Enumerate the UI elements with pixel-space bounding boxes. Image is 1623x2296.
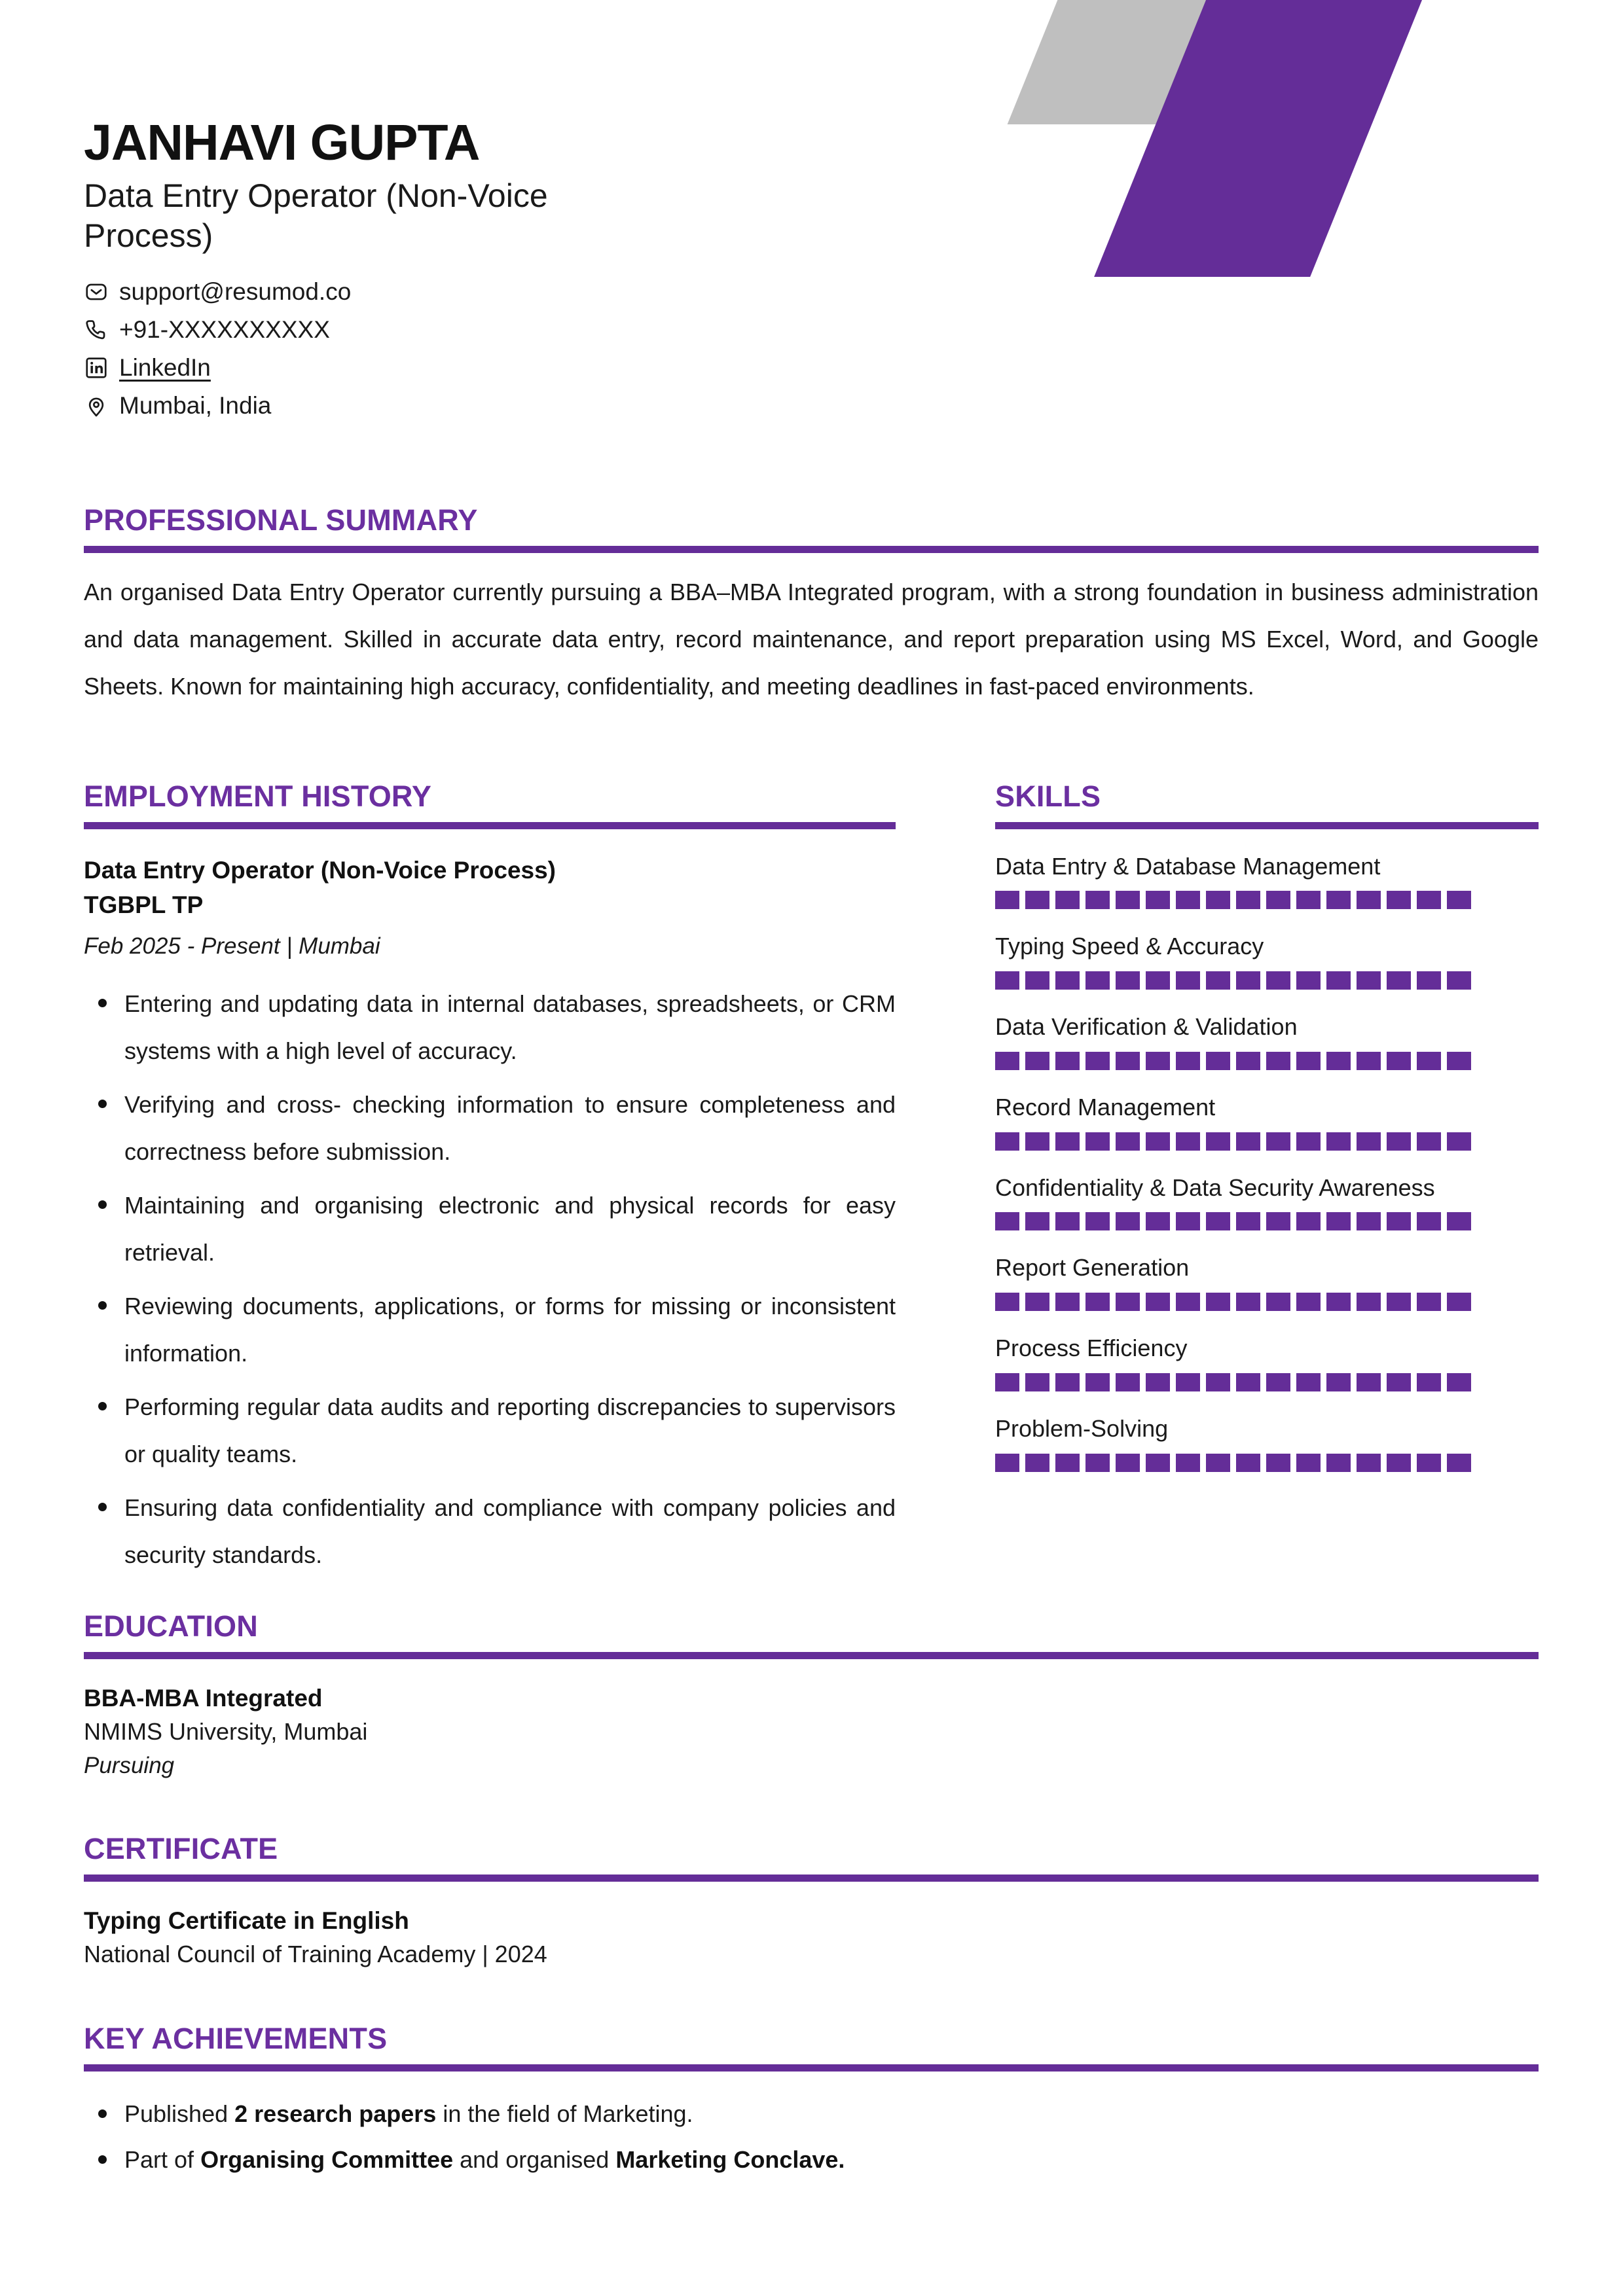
skill-bar-segment [1025, 1373, 1049, 1391]
section-heading-summary: PROFESSIONAL SUMMARY [84, 503, 478, 537]
skill-bar-segment [1055, 1454, 1080, 1472]
skill-bar-segment [1447, 1052, 1471, 1070]
skill-bar-segment [1447, 1454, 1471, 1472]
skill-bar-segment [1266, 971, 1290, 990]
skill-bar-segment [1206, 971, 1230, 990]
skill-bar-segment [1266, 891, 1290, 909]
skill-item [995, 1253, 1539, 1311]
skill-bar-segment [1055, 1373, 1080, 1391]
skill-bar-segment [1357, 1212, 1381, 1230]
skill-bar-segment [1236, 1454, 1260, 1472]
two-column-body [84, 780, 1539, 1579]
skill-bar-segment [1116, 1052, 1140, 1070]
certificate-issuer: National Council of Training Academy | 2024 [84, 1941, 547, 1968]
skill-bar-segment [1296, 1052, 1321, 1070]
skill-bar-segment [1296, 891, 1321, 909]
professional-summary-section [84, 504, 1539, 734]
achievement-item: Part of Organising Committee and organised Marketing Conclave. [124, 2137, 1539, 2183]
employment-bullet: Performing regular data audits and reporting discrepancies to supervisors or quality teams. [124, 1384, 896, 1478]
section-divider [84, 1652, 1539, 1659]
skill-bar-segment [1236, 1052, 1260, 1070]
skill-bar-segment [1447, 891, 1471, 909]
contact-phone[interactable]: +91-XXXXXXXXXX [119, 316, 330, 344]
skill-bar-segment [1085, 1293, 1110, 1311]
skill-item [995, 931, 1539, 990]
skill-label: Typing Speed & Accuracy [995, 933, 1264, 960]
achievement-list [84, 2091, 1539, 2183]
skill-label: Data Verification & Validation [995, 1013, 1298, 1041]
achievement-item: Published 2 research papers in the field of Marketing. [124, 2091, 1539, 2137]
purple-parallelogram-shape [1094, 0, 1425, 277]
education-institution: NMIMS University, Mumbai [84, 1718, 368, 1746]
skill-bar-segment [1176, 1212, 1200, 1230]
skill-item [995, 1333, 1539, 1391]
skill-bar-segment [1326, 1212, 1351, 1230]
skill-bar-segment [1176, 1132, 1200, 1151]
skill-label: Problem-Solving [995, 1415, 1169, 1443]
skill-bar-segment [1055, 1052, 1080, 1070]
skill-bar-segment [1146, 1373, 1170, 1391]
skill-level-bar [995, 1052, 1539, 1070]
section-heading-employment: EMPLOYMENT HISTORY [84, 780, 432, 813]
employment-bullet: Ensuring data confidentiality and compliance with company policies and security standards. [124, 1484, 896, 1579]
skill-bar-segment [995, 1132, 1019, 1151]
skill-bar-segment [1176, 1454, 1200, 1472]
skill-bar-segment [1357, 971, 1381, 990]
skill-bar-segment [1176, 971, 1200, 990]
decorative-corner-shapes [994, 0, 1623, 301]
skill-bar-segment [1387, 1293, 1411, 1311]
employment-bullet: Maintaining and organising electronic and physical records for easy retrieval. [124, 1182, 896, 1276]
skill-bar-segment [1146, 1052, 1170, 1070]
skill-bar-segment [1206, 1052, 1230, 1070]
contact-email[interactable]: support@resumod.co [119, 278, 352, 306]
skill-bar-segment [1206, 1293, 1230, 1311]
skill-label: Data Entry & Database Management [995, 852, 1381, 880]
skill-bar-segment [1417, 1373, 1441, 1391]
skill-bar-segment [1387, 1052, 1411, 1070]
skill-bar-segment [1025, 1293, 1049, 1311]
skill-bar-segment [1447, 1373, 1471, 1391]
employment-bullet: Entering and updating data in internal databases, spreadsheets, or CRM systems with a high level of accuracy. [124, 980, 896, 1075]
skill-bar-segment [1085, 1132, 1110, 1151]
skill-bar-segment [1296, 971, 1321, 990]
linkedin-icon [84, 353, 114, 383]
skills-list [995, 852, 1539, 1472]
skill-bar-segment [995, 891, 1019, 909]
skill-level-bar [995, 1132, 1539, 1151]
certificate-section [84, 1833, 1539, 1971]
skill-bar-segment [1296, 1293, 1321, 1311]
skill-bar-segment [1417, 1293, 1441, 1311]
skill-bar-segment [1296, 1132, 1321, 1151]
skill-bar-segment [1326, 971, 1351, 990]
skill-bar-segment [1447, 971, 1471, 990]
skill-bar-segment [1206, 1373, 1230, 1391]
skill-bar-segment [995, 1293, 1019, 1311]
skill-bar-segment [1025, 1132, 1049, 1151]
skill-bar-segment [1176, 1293, 1200, 1311]
phone-icon [84, 315, 114, 345]
skill-bar-segment [1025, 1454, 1049, 1472]
skill-bar-segment [995, 1373, 1019, 1391]
section-divider [84, 1874, 1539, 1882]
skill-bar-segment [1236, 971, 1260, 990]
skill-bar-segment [1236, 1373, 1260, 1391]
education-degree: BBA-MBA Integrated [84, 1684, 323, 1712]
skill-bar-segment [1116, 1212, 1140, 1230]
skill-label: Confidentiality & Data Security Awareness [995, 1174, 1435, 1201]
skill-bar-segment [1387, 1212, 1411, 1230]
skill-bar-segment [1266, 1454, 1290, 1472]
skill-bar-segment [1085, 891, 1110, 909]
skill-bar-segment [1387, 1454, 1411, 1472]
section-divider [84, 2064, 1539, 2072]
skill-bar-segment [1266, 1052, 1290, 1070]
employment-role: Data Entry Operator (Non-Voice Process) [84, 856, 556, 884]
skill-bar-segment [1116, 1373, 1140, 1391]
skill-bar-segment [1176, 1052, 1200, 1070]
skill-bar-segment [1146, 1454, 1170, 1472]
skill-bar-segment [1206, 1132, 1230, 1151]
skill-bar-segment [1357, 1293, 1381, 1311]
skill-bar-segment [1116, 1293, 1140, 1311]
education-status: Pursuing [84, 1753, 175, 1779]
contact-linkedin-link[interactable]: LinkedIn [119, 354, 211, 382]
section-heading-achievements: KEY ACHIEVEMENTS [84, 2022, 388, 2055]
skill-bar-segment [1085, 1052, 1110, 1070]
section-divider [995, 822, 1539, 829]
skill-bar-segment [1447, 1212, 1471, 1230]
skill-bar-segment [1326, 1052, 1351, 1070]
skill-item [995, 1173, 1539, 1231]
skill-bar-segment [1236, 891, 1260, 909]
skill-bar-segment [1116, 971, 1140, 990]
skill-label: Process Efficiency [995, 1335, 1188, 1362]
skill-bar-segment [1417, 1052, 1441, 1070]
skill-bar-segment [1055, 1212, 1080, 1230]
skill-bar-segment [995, 1052, 1019, 1070]
skill-bar-segment [1387, 1132, 1411, 1151]
skill-bar-segment [1206, 1212, 1230, 1230]
skill-bar-segment [1236, 1212, 1260, 1230]
contact-email-row [84, 273, 804, 311]
skill-label: Report Generation [995, 1254, 1190, 1282]
skill-level-bar [995, 1212, 1539, 1230]
skill-bar-segment [1326, 1454, 1351, 1472]
skill-bar-segment [995, 1212, 1019, 1230]
skill-bar-segment [1025, 1052, 1049, 1070]
skill-item [995, 1012, 1539, 1070]
skill-bar-segment [1266, 1132, 1290, 1151]
skill-bar-segment [1236, 1132, 1260, 1151]
skill-bar-segment [1085, 971, 1110, 990]
skill-level-bar [995, 1373, 1539, 1391]
skill-bar-segment [1236, 1293, 1260, 1311]
skill-bar-segment [1085, 1373, 1110, 1391]
skill-bar-segment [1206, 891, 1230, 909]
skill-bar-segment [1387, 971, 1411, 990]
skill-bar-segment [1206, 1454, 1230, 1472]
key-achievements-section [84, 2022, 1539, 2183]
skill-bar-segment [1176, 1373, 1200, 1391]
skill-bar-segment [1146, 971, 1170, 990]
skill-bar-segment [1357, 891, 1381, 909]
section-divider [84, 546, 1539, 553]
employment-entry [84, 853, 896, 1579]
skill-bar-segment [1326, 1373, 1351, 1391]
skill-bar-segment [1447, 1293, 1471, 1311]
contact-location-row [84, 387, 804, 425]
contact-location: Mumbai, India [119, 392, 272, 420]
skill-bar-segment [1417, 1454, 1441, 1472]
skill-item [995, 1414, 1539, 1472]
skill-bar-segment [1146, 1212, 1170, 1230]
skill-bar-segment [1146, 1132, 1170, 1151]
skill-bar-segment [1116, 1132, 1140, 1151]
skill-bar-segment [1116, 1454, 1140, 1472]
skill-bar-segment [1266, 1212, 1290, 1230]
education-entry [84, 1681, 1539, 1784]
skill-bar-segment [1357, 1454, 1381, 1472]
skill-bar-segment [1266, 1373, 1290, 1391]
resume-header [84, 117, 804, 425]
skill-bar-segment [1055, 891, 1080, 909]
employment-bullet: Verifying and cross- checking information to ensure completeness and correctness before submission. [124, 1081, 896, 1175]
education-section [84, 1610, 1539, 1784]
skills-section [995, 780, 1539, 1579]
skill-level-bar [995, 971, 1539, 990]
employment-bullet: Reviewing documents, applications, or forms for missing or inconsistent information. [124, 1283, 896, 1377]
skill-bar-segment [1357, 1052, 1381, 1070]
gray-parallelogram-shape [1008, 0, 1250, 124]
skill-bar-segment [1326, 1132, 1351, 1151]
section-heading-certificate: CERTIFICATE [84, 1832, 278, 1865]
skill-item [995, 1092, 1539, 1151]
location-pin-icon [84, 391, 114, 421]
section-divider [84, 822, 896, 829]
certificate-title: Typing Certificate in English [84, 1907, 409, 1934]
skill-bar-segment [1296, 1212, 1321, 1230]
skill-bar-segment [995, 1454, 1019, 1472]
skill-bar-segment [1055, 1132, 1080, 1151]
skill-bar-segment [1387, 1373, 1411, 1391]
contact-linkedin-row [84, 349, 804, 387]
skill-bar-segment [1025, 1212, 1049, 1230]
skill-bar-segment [1025, 891, 1049, 909]
employment-responsibility-list [84, 980, 896, 1579]
skill-bar-segment [1296, 1373, 1321, 1391]
skill-bar-segment [1176, 891, 1200, 909]
contact-list [84, 273, 804, 425]
skill-label: Record Management [995, 1093, 1216, 1121]
skill-bar-segment [1417, 1212, 1441, 1230]
skill-bar-segment [1296, 1454, 1321, 1472]
skill-bar-segment [1266, 1293, 1290, 1311]
skill-bar-segment [1326, 1293, 1351, 1311]
candidate-job-title: Data Entry Operator (Non-Voice Process) [84, 177, 548, 254]
employment-dates-location: Feb 2025 - Present | Mumbai [84, 933, 380, 959]
candidate-name: JANHAVI GUPTA [84, 115, 480, 171]
skill-bar-segment [1447, 1132, 1471, 1151]
employment-company: TGBPL TP [84, 891, 204, 919]
skill-bar-segment [1417, 891, 1441, 909]
skill-bar-segment [1146, 891, 1170, 909]
skill-bar-segment [1116, 891, 1140, 909]
skill-level-bar [995, 891, 1539, 909]
employment-history-section [84, 780, 896, 1579]
skill-bar-segment [1085, 1454, 1110, 1472]
skill-bar-segment [1025, 971, 1049, 990]
envelope-icon [84, 277, 114, 307]
skill-bar-segment [1417, 971, 1441, 990]
section-heading-skills: SKILLS [995, 780, 1101, 813]
skill-bar-segment [1357, 1132, 1381, 1151]
summary-text: An organised Data Entry Operator currently pursuing a BBA–MBA Integrated program, with a strong foundation in business administration and data management. Skilled in accurate data entry, record maintenance, and report preparation using MS Excel, Word, and Google Sheets. Known for maintaining high accuracy, confidentiality, and meeting deadlines in fast-paced environments. [84, 578, 1539, 700]
skill-bar-segment [1055, 1293, 1080, 1311]
certificate-entry [84, 1904, 1539, 1972]
skill-level-bar [995, 1454, 1539, 1472]
skill-bar-segment [1326, 891, 1351, 909]
skill-bar-segment [1146, 1293, 1170, 1311]
skill-bar-segment [1085, 1212, 1110, 1230]
skill-level-bar [995, 1293, 1539, 1311]
skill-bar-segment [1055, 971, 1080, 990]
skill-bar-segment [1417, 1132, 1441, 1151]
skill-bar-segment [1387, 891, 1411, 909]
skill-item [995, 852, 1539, 910]
contact-phone-row [84, 311, 804, 349]
skill-bar-segment [1357, 1373, 1381, 1391]
section-heading-education: EDUCATION [84, 1609, 258, 1643]
skill-bar-segment [995, 971, 1019, 990]
